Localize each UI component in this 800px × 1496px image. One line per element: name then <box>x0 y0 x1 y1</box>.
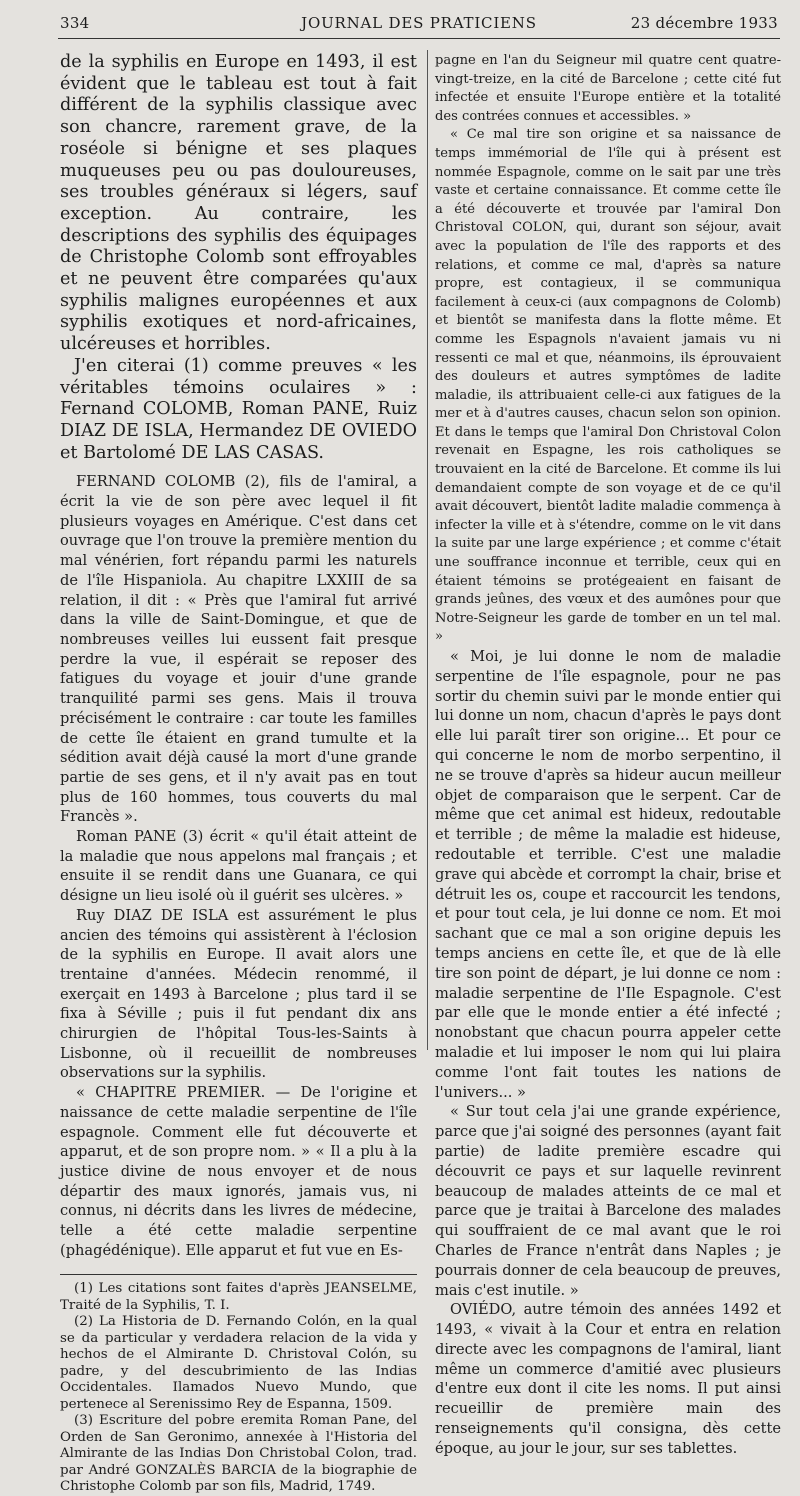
footnote: (2) La Historia de D. Fernando Colón, en la qual se da particular y verdadera relacion de la vida y hechos de el Almirante D. Christoval Colón, su padre, y del descubrimiento de las Indias Occidentales. Ilamados Nuevo Mundo, que pertenece al Serenissimo Rey de Espanna, 1509. <box>60 1314 417 1412</box>
footnote: (3) Escriture del pobre eremita Roman Pane, del Orden de San Geronimo, annexée à l'Historia del Almirante de las Indias Don Christobal Colon, trad. par André GONZALÈS BARCIA de la biographie de Christophe Colomb par son fils, Madrid, 1749. <box>60 1413 417 1495</box>
paragraph: « CHAPITRE PREMIER. — De l'origine et naissance de cette maladie serpentine de l'île espagnole. Comment elle fut découverte et apparut, et de son propre nom. » « Il a plu à la justice divine de nous envoyer et de nous départir des maux ignorés, jamais vus, ni connus, ni décrits dans les livres de médecine, telle a été cette maladie serpentine (phagédénique). Elle apparut et fut vue en Es- <box>60 1084 417 1259</box>
paragraph: « Moi, je lui donne le nom de maladie serpentine de l'île espagnole, pour ne pas sortir du chemin suivi par le monde entier qui lui donne un nom, chacun d'après le pays dont elle lui paraît tirer son origine... Et pour ce qui concerne le nom de morbo serpentino, il ne se trouve d'après sa hideur aucun meilleur objet de comparaison que le serpent. Car de même que cet animal est hideux, redoutable et terrible ; de même la maladie est hideuse, redoutable et terrible. C'est une maladie grave qui abcède et corrompt la chair, brise et détruit les os, coupe et raccourcit les tendons, et pour tout cela, je lui donne ce nom. Et moi sachant que ce mal a son origine depuis les temps anciens en cette île, et que de là elle tire son point de départ, je lui donne ce nom : maladie serpentine de l'Ile Espagnole. C'est par elle que le monde entier a été infecté ; nonobstant que chacun pourra appeler cette maladie et lui imposer le nom qui lui plaira comme l'ont fait toutes les nations de l'univers... » <box>435 648 781 1101</box>
right-column <box>435 52 781 1459</box>
paragraph: FERNAND COLOMB (2), fils de l'amiral, a écrit la vie de son père avec lequel il fit plusieurs voyages en Amérique. C'est dans cet ouvrage que l'on trouve la première mention du mal vénérien, fort répandu parmi les naturels de l'île Hispaniola. Au chapitre LXXIII de sa relation, il dit : « Près que l'amiral fut arrivé dans la ville de Saint-Domingue, et que de nombreuses veilles lui eussent fait presque perdre la vue, il espérait se reposer des fatigues du voyage et jouir d'une grande tranquilité parmi ses gens. Mais il trouva précisément le contraire : car toute les familles de cette île étaient en grand tumulte et la sédition avait déjà causé la mort d'une grande partie de ses gens, et il n'y avait pas en tout plus de 160 hommes, tous couverts du mal Francès ». <box>60 473 417 826</box>
page-number: 334 <box>60 14 90 32</box>
paragraph: pagne en l'an du Seigneur mil quatre cent quatre-vingt-treize, en la cité de Barcelone ; cette cité fut infectée et ensuite l'Europe entière et la totalité des contrées connues et accessibles. » <box>435 53 781 124</box>
paragraph: « Sur tout cela j'ai une grande expérience, parce que j'ai soigné des personnes (ayant fait partie) de ladite première escadre qui découvrit ce pays et sur laquelle revinrent beaucoup de malades atteints de ce mal et parce que je traitai à Barcelone des malades qui souffraient de ce mal avant que le roi Charles de France n'entrât dans Naples ; je pourrais donner de cela beaucoup de preuves, mais c'est inutile. » <box>435 1103 781 1299</box>
paragraph: J'en citerai (1) comme preuves « les véritables témoins oculaires » : Fernand COLOMB, Roman PANE, Ruiz DIAZ DE ISLA, Hermandez DE OVIEDO et Bartolomé DE LAS CASAS. <box>60 355 417 463</box>
paragraph: « Ce mal tire son origine et sa naissance de temps immémorial de l'île qui à présent est nommée Espagnole, comme on le sait par une très vaste et certaine connaissance. Et comme cette île a été découverte et trouvée par l'amiral Don Christoval COLON, qui, durant son séjour, avait avec la population de l'île des rapports et des relations, et comme ce mal, d'après sa nature propre, est contagieux, il se communiqua facilement à ceux-ci (aux compagnons de Colomb) et bientôt se manifesta dans la flotte même. Et comme les Espagnols n'avaient jamais vu ni ressenti ce mal et que, néanmoins, ils éprouvaient des douleurs et autres symptômes de ladite maladie, ils attribuaient celle-ci aux fatigues de la mer et à d'autres causes, chacun selon son opinion. Et dans le temps que l'amiral Don Christoval Colon revenait en Espagne, les rois catholiques se trouvaient en la cité de Barcelone. Et comme ils lui demandaient compte de son voyage et de ce qu'il avait découvert, bientôt ladite maladie commença à infecter la ville et à s'étendre, comme on le vit dans la suite par une large expérience ; et comme c'était une souffrance inconnue et terrible, ceux qui en étaient témoins se protégeaient en faisant de grands jeûnes, des vœux et des aumônes pour que Notre-Seigneur les garde de tomber en un tel mal. » <box>435 127 781 645</box>
paragraph: Roman PANE (3) écrit « qu'il était atteint de la maladie que nous appelons mal français ; et ensuite il se rendit dans une Guanara, ce qui désigne un lieu isolé où il guérit ses ulcères. » <box>60 828 417 905</box>
header-rule <box>58 38 780 39</box>
paragraph: de la syphilis en Europe en 1493, il est évident que le tableau est tout à fait différent de la syphilis classique avec son chancre, rarement grave, de la roséole si bénigne et ses plaques muqueuses peu ou pas douloureuses, ses troubles généraux si légers, sauf exception. Au contraire, les descriptions des syphilis des équipages de Christophe Colomb sont effroyables et ne peuvent être comparées qu'aux syphilis malignes européennes et aux syphilis exotiques et nord-africaines, ulcéreuses et horribles. <box>60 52 417 355</box>
issue-date: 23 décembre 1933 <box>630 14 778 32</box>
footnote: (1) Les citations sont faites d'après JEANSELME, Traité de la Syphilis, T. I. <box>60 1281 417 1313</box>
column-divider <box>427 50 428 1050</box>
journal-title: JOURNAL DES PRATICIENS <box>301 14 537 32</box>
footnote-rule <box>60 1274 417 1275</box>
paragraph: OVIÉDO, autre témoin des années 1492 et 1493, « vivait à la Cour et entra en relation directe avec les compagnons de l'amiral, liant même un commerce d'amitié avec plusieurs d'entre eux dont il cite les noms. Il put ainsi recueillir de première main des renseignements qu'il consigna, dès cette époque, au jour le jour, sur ses tablettes. <box>435 1301 781 1457</box>
paragraph: Ruy DIAZ DE ISLA est assurément le plus ancien des témoins qui assistèrent à l'éclosion de la syphilis en Europe. Il avait alors une trentaine d'années. Médecin renommé, il exerçait en 1493 à Barcelone ; plus tard il se fixa à Séville ; puis il fut pendant dix ans chirurgien de l'hôpital Tous-les-Saints à Lisbonne, où il recueillit de nombreuses observations sur la syphilis. <box>60 906 417 1082</box>
page-header <box>60 14 778 40</box>
left-column <box>60 52 417 1496</box>
